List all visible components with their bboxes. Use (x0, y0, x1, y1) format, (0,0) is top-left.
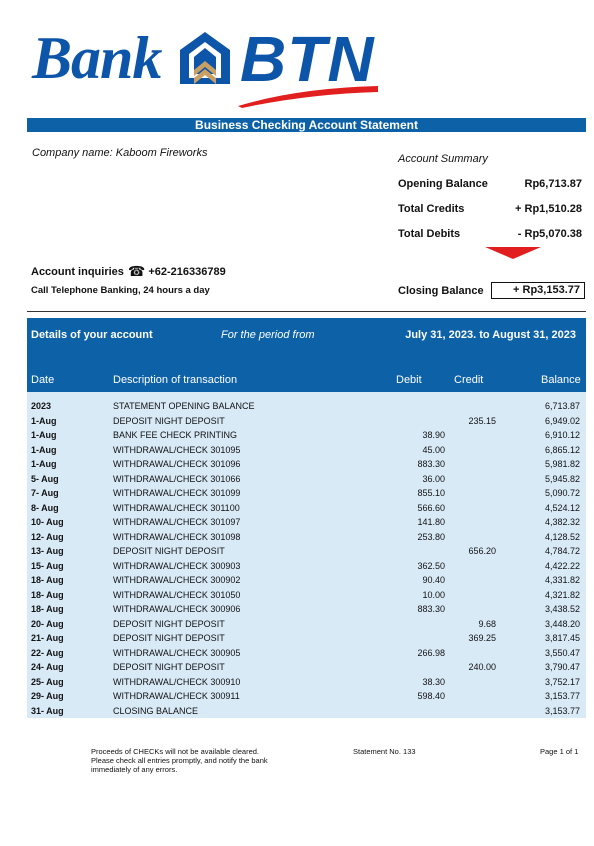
total-credits-value: + Rp1,510.28 (515, 203, 582, 215)
row-balance: 4,784.72 (544, 546, 580, 556)
inquiries-label: Account inquiries (31, 266, 124, 278)
row-description: CLOSING BALANCE (113, 705, 199, 716)
row-balance: 3,153.77 (544, 691, 580, 701)
row-description: WITHDRAWAL/CHECK 301095 (113, 444, 241, 455)
col-header-description: Description of transaction (113, 374, 238, 386)
row-credit: 240.00 (468, 662, 496, 672)
row-description: WITHDRAWAL/CHECK 301050 (113, 589, 241, 600)
row-debit: 36.00 (422, 473, 445, 484)
col-header-credit: Credit (454, 374, 484, 386)
closing-balance-label: Closing Balance (398, 285, 484, 297)
row-credit: 369.25 (468, 633, 496, 643)
row-balance: 4,524.12 (544, 502, 580, 513)
row-description: WITHDRAWAL/CHECK 300910 (113, 676, 241, 687)
row-credit: 9.68 (478, 618, 496, 629)
statement-number: Statement No. 133 (353, 747, 416, 756)
row-balance: 4,331.82 (544, 575, 580, 585)
row-description: DEPOSIT NIGHT DEPOSIT (113, 546, 225, 556)
opening-balance-label: Opening Balance (398, 178, 488, 190)
transactions-table (27, 392, 586, 718)
row-description: WITHDRAWAL/CHECK 301097 (113, 517, 241, 527)
row-description: WITHDRAWAL/CHECK 300902 (113, 575, 241, 585)
row-debit: 10.00 (422, 589, 445, 600)
row-date: 1-Aug (31, 430, 57, 440)
row-date: 1-Aug (31, 459, 57, 469)
closing-balance-value: + Rp3,153.77 (491, 282, 585, 299)
telephone-icon: ☎ (127, 263, 146, 279)
table-row (27, 531, 586, 546)
row-debit: 883.30 (417, 459, 445, 469)
row-date: 18- Aug (31, 604, 64, 614)
table-row (27, 705, 586, 720)
row-date: 24- Aug (31, 662, 64, 672)
row-date: 12- Aug (31, 531, 64, 542)
table-row (27, 690, 586, 705)
col-header-debit: Debit (396, 374, 422, 386)
row-balance: 6,713.87 (544, 401, 580, 411)
row-date: 20- Aug (31, 618, 64, 629)
row-description: WITHDRAWAL/CHECK 301100 (113, 502, 240, 513)
col-header-balance: Balance (541, 374, 581, 386)
table-row (27, 502, 586, 517)
row-balance: 6,910.12 (544, 430, 580, 440)
account-summary-title: Account Summary (398, 153, 488, 165)
opening-balance-value: Rp6,713.87 (524, 178, 582, 190)
total-credits-label: Total Credits (398, 203, 465, 215)
row-date: 21- Aug (31, 633, 64, 643)
row-description: WITHDRAWAL/CHECK 300903 (113, 560, 241, 571)
row-date: 31- Aug (31, 705, 64, 716)
row-debit: 362.50 (417, 560, 445, 571)
row-description: DEPOSIT NIGHT DEPOSIT (113, 618, 225, 629)
table-row (27, 545, 586, 560)
row-debit: 598.40 (417, 691, 445, 701)
row-date: 15- Aug (31, 560, 64, 571)
table-row (27, 516, 586, 531)
row-date: 7- Aug (31, 488, 59, 498)
row-debit: 38.30 (422, 676, 445, 687)
row-date: 22- Aug (31, 647, 64, 658)
row-date: 1-Aug (31, 444, 57, 455)
table-row (27, 589, 586, 604)
row-balance: 4,128.52 (544, 531, 580, 542)
row-description: WITHDRAWAL/CHECK 301096 (113, 459, 241, 469)
table-row (27, 676, 586, 691)
footer-note: Proceeds of CHECKs will not be available cleared. Please check all entries promptly, and notify the bank immediately of any errors. (91, 747, 268, 774)
period-dates: July 31, 2023. to August 31, 2023 (405, 329, 576, 341)
logo-bank-text: Bank (32, 25, 162, 91)
row-debit: 38.90 (422, 430, 445, 440)
row-credit: 235.15 (468, 415, 496, 426)
table-row (27, 487, 586, 502)
account-inquiries (31, 262, 226, 279)
row-date: 2023 (31, 401, 52, 411)
row-balance: 6,949.02 (544, 415, 580, 426)
logo-house-icon (176, 30, 234, 88)
table-row (27, 603, 586, 618)
table-row (27, 415, 586, 430)
row-description: WITHDRAWAL/CHECK 300905 (113, 647, 241, 658)
period-label: For the period from (221, 329, 315, 341)
row-debit: 883.30 (417, 604, 445, 614)
total-debits-value: - Rp5,070.38 (517, 228, 582, 240)
table-row (27, 400, 586, 415)
row-description: WITHDRAWAL/CHECK 300911 (113, 691, 240, 701)
row-date: 25- Aug (31, 676, 64, 687)
table-row (27, 473, 586, 488)
row-description: DEPOSIT NIGHT DEPOSIT (113, 662, 225, 672)
row-date: 1-Aug (31, 415, 57, 426)
row-debit: 855.10 (417, 488, 445, 498)
table-row (27, 574, 586, 589)
col-header-date: Date (31, 374, 55, 386)
row-credit: 656.20 (468, 546, 496, 556)
row-date: 18- Aug (31, 575, 64, 585)
row-balance: 3,153.77 (544, 705, 580, 716)
row-balance: 4,382.32 (544, 517, 580, 527)
row-debit: 253.80 (417, 531, 445, 542)
row-debit: 566.60 (417, 502, 445, 513)
table-row (27, 458, 586, 473)
row-debit: 266.98 (417, 647, 445, 658)
account-details-header (27, 318, 586, 392)
row-date: 13- Aug (31, 546, 64, 556)
row-description: WITHDRAWAL/CHECK 301099 (113, 488, 241, 498)
row-date: 10- Aug (31, 517, 64, 527)
row-balance: 5,090.72 (544, 488, 580, 498)
row-balance: 3,752.17 (544, 676, 580, 687)
row-date: 29- Aug (31, 691, 64, 701)
row-balance: 5,981.82 (544, 459, 580, 469)
logo-swoosh (238, 84, 378, 108)
details-label: Details of your account (31, 329, 153, 341)
row-description: WITHDRAWAL/CHECK 301066 (113, 473, 241, 484)
page-number: Page 1 of 1 (540, 747, 579, 756)
row-description: STATEMENT OPENING BALANCE (113, 401, 255, 411)
row-description: DEPOSIT NIGHT DEPOSIT (113, 633, 225, 643)
row-balance: 3,790.47 (544, 662, 580, 672)
row-date: 8- Aug (31, 502, 59, 513)
row-date: 18- Aug (31, 589, 64, 600)
table-row (27, 560, 586, 575)
row-date: 5- Aug (31, 473, 59, 484)
table-row (27, 661, 586, 676)
down-arrow-icon (485, 247, 541, 259)
total-debits-label: Total Debits (398, 228, 461, 240)
company-name: Company name: Kaboom Fireworks (32, 147, 208, 159)
row-description: DEPOSIT NIGHT DEPOSIT (113, 415, 225, 426)
row-debit: 141.80 (417, 517, 445, 527)
table-row (27, 444, 586, 459)
bank-logo (32, 22, 392, 112)
row-balance: 3,438.52 (544, 604, 580, 614)
table-row (27, 618, 586, 633)
row-description: WITHDRAWAL/CHECK 301098 (113, 531, 241, 542)
statement-title: Business Checking Account Statement (27, 118, 586, 132)
divider (27, 311, 586, 312)
row-balance: 4,422.22 (544, 560, 580, 571)
telephone-banking-note: Call Telephone Banking, 24 hours a day (31, 285, 210, 296)
row-balance: 6,865.12 (544, 444, 580, 455)
row-debit: 90.40 (422, 575, 445, 585)
row-balance: 3,448.20 (544, 618, 580, 629)
table-row (27, 647, 586, 662)
row-description: BANK FEE CHECK PRINTING (113, 430, 238, 440)
inquiries-phone: +62-216336789 (148, 266, 226, 278)
row-balance: 3,817.45 (544, 633, 580, 643)
table-row (27, 429, 586, 444)
logo-btn-text: BTN (240, 23, 375, 95)
row-debit: 45.00 (422, 444, 445, 455)
row-description: WITHDRAWAL/CHECK 300906 (113, 604, 241, 614)
table-row (27, 632, 586, 647)
row-balance: 5,945.82 (544, 473, 580, 484)
row-balance: 4,321.82 (544, 589, 580, 600)
row-balance: 3,550.47 (544, 647, 580, 658)
